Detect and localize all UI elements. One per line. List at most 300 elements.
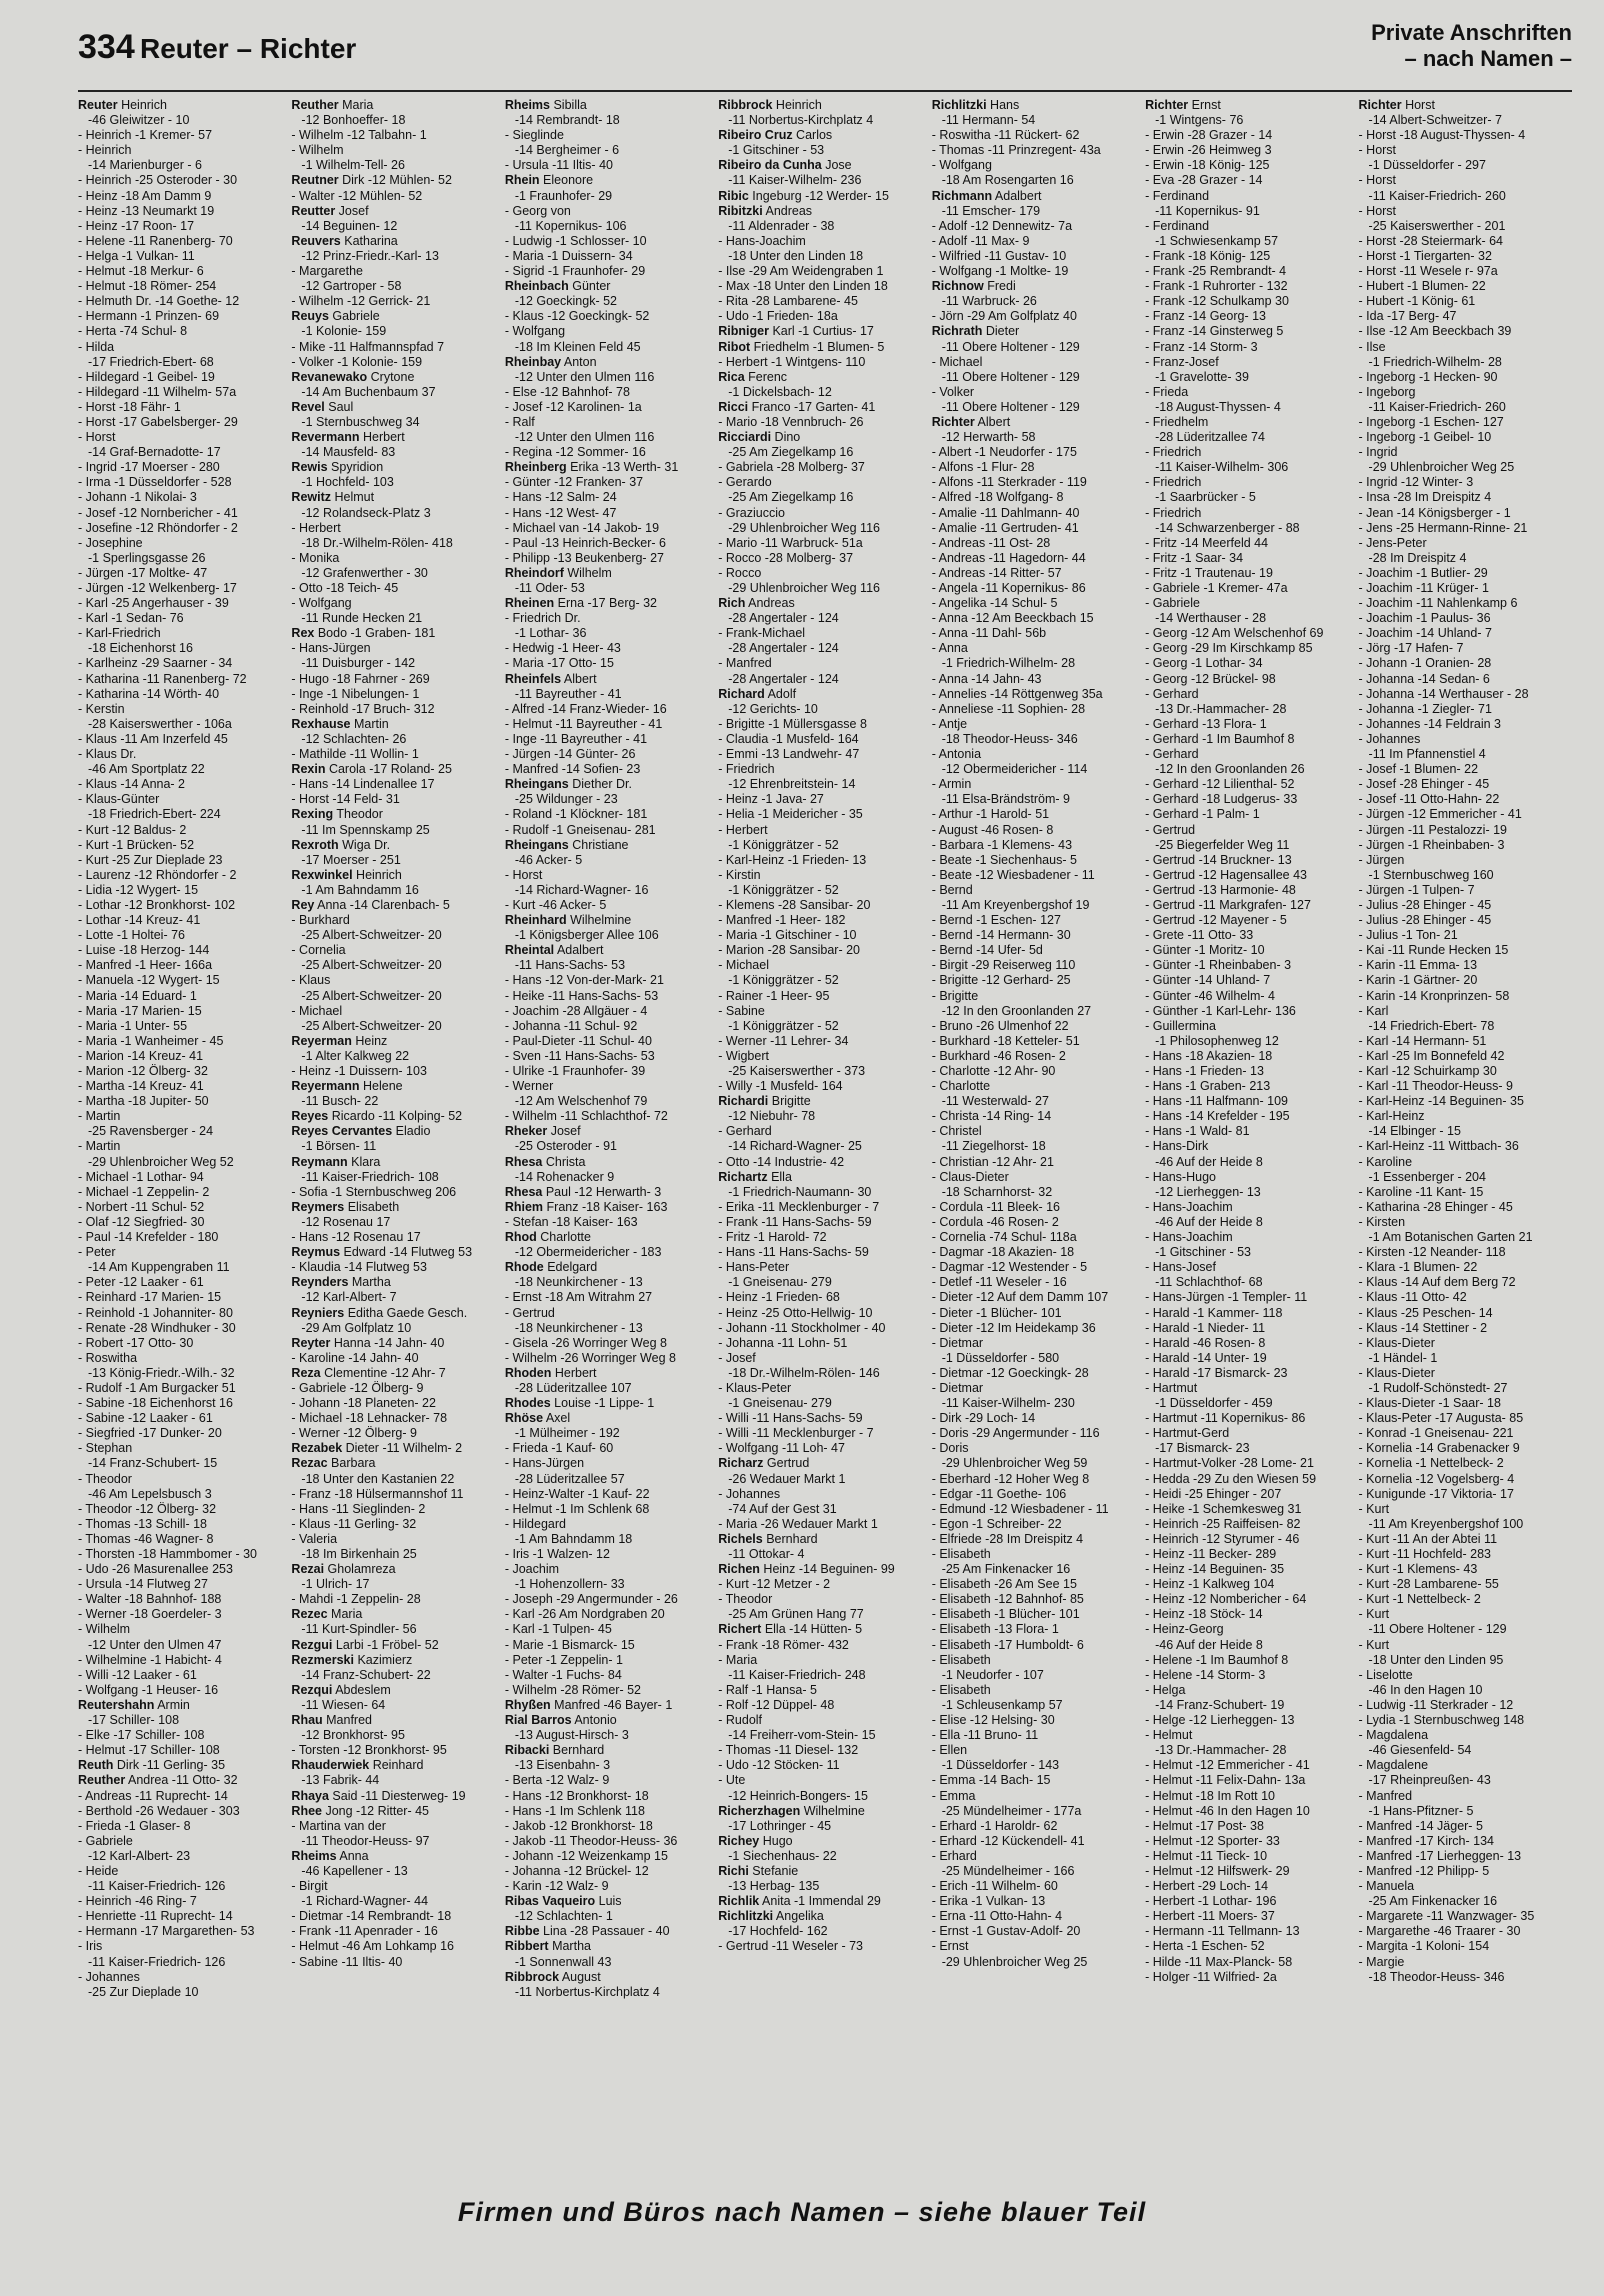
listing-entry	[291, 204, 502, 219]
listing-entry	[1359, 958, 1570, 973]
entry-text: - Erwin -26 Heimweg 3	[1145, 143, 1272, 158]
entry-text: - Josef -12 Karolinen- 1a	[504, 399, 642, 414]
listing-entry	[718, 1215, 929, 1230]
entry-text: - Helmut -12 Emmericher - 41	[1145, 1758, 1310, 1773]
listing-entry	[78, 445, 289, 460]
entry-text: -14 Werthauser - 28	[1155, 611, 1267, 626]
entry-text: -14 Elbinger - 15	[1368, 1124, 1461, 1139]
entry-text: - Eva -28 Grazer - 14	[1145, 173, 1263, 188]
listing-entry	[1359, 973, 1570, 988]
listing-entry	[505, 1547, 716, 1562]
entry-text: - Jürgen -1 Rheinbaben- 3	[1358, 837, 1505, 852]
listing-entry	[1359, 324, 1570, 339]
entry-text: - Erhard -12 Kückendell- 41	[931, 1833, 1085, 1848]
listing-entry	[932, 204, 1143, 219]
listing-entry	[291, 687, 502, 702]
listing-entry	[291, 340, 502, 355]
listing-entry	[1145, 490, 1356, 505]
listing-entry	[718, 913, 929, 928]
listing-entry	[932, 1321, 1143, 1336]
entry-text: - Josefine -12 Rhöndorfer - 2	[78, 520, 238, 535]
entry-text: - Gerhard	[718, 1124, 772, 1139]
entry-text: - Ingeborg -1 Eschen- 127	[1358, 414, 1504, 429]
entry-text: -25 Osteroder - 91	[514, 1139, 617, 1154]
listing-entry	[1359, 430, 1570, 445]
entry-surname: Revel	[291, 399, 325, 414]
entry-text: -14 Freiherr-vom-Stein- 15	[728, 1728, 876, 1743]
entry-text: - Wolfgang	[291, 596, 352, 611]
listing-entry	[505, 1426, 716, 1441]
entry-text: - Heinz -18 Am Damm 9	[78, 188, 212, 203]
entry-text: - Michael	[718, 958, 769, 973]
entry-text: - Ernst -18 Am Witrahm 27	[504, 1290, 653, 1305]
listing-entry	[1145, 1139, 1356, 1154]
listing-entry	[1145, 128, 1356, 143]
entry-text: - Horst -18 August-Thyssen- 4	[1358, 128, 1526, 143]
entry-text: - Christa -14 Ring- 14	[931, 1109, 1052, 1124]
entry-text: - Georg -29 Im Kirschkamp 85	[1145, 641, 1313, 656]
entry-text: -12 Unter den Ulmen 47	[88, 1637, 222, 1652]
entry-text: - Ludwig -11 Sterkrader - 12	[1358, 1697, 1514, 1712]
listing-entry	[932, 566, 1143, 581]
listing-entry	[1359, 943, 1570, 958]
listing-entry	[1145, 853, 1356, 868]
entry-surname: Reutter	[291, 203, 336, 218]
entry-text: -1 Sonnenwall 43	[514, 1954, 612, 1969]
entry-text: - Alfons -11 Sterkrader - 119	[931, 475, 1087, 490]
entry-text: - Kai -11 Runde Hecken 15	[1358, 943, 1509, 958]
entry-text: Anna	[336, 1848, 369, 1863]
listing-entry	[505, 1849, 716, 1864]
entry-text: - Harald -1 Kammer- 118	[1145, 1305, 1283, 1320]
listing-entry	[1145, 1124, 1356, 1139]
entry-text: Heinrich	[117, 98, 167, 112]
listing-entry	[932, 400, 1143, 415]
entry-text: -12 In den Groonlanden 27	[941, 1003, 1092, 1018]
entry-text: - Gabriele	[1145, 596, 1200, 611]
entry-text: - Theodor -12 Ölberg- 32	[78, 1501, 217, 1516]
entry-text: - Inge -1 Nibelungen- 1	[291, 686, 420, 701]
entry-text: - Joachim	[504, 1562, 560, 1577]
listing-entry	[932, 1381, 1143, 1396]
entry-text: Saul	[324, 399, 354, 414]
entry-text: -11 Kaiser-Friedrich- 126	[88, 1954, 226, 1969]
entry-text: - Jürgen -11 Pestalozzi- 19	[1358, 822, 1507, 837]
listing-entry	[718, 1094, 929, 1109]
listing-entry	[505, 1804, 716, 1819]
entry-surname: Ribacki	[504, 1743, 550, 1758]
entry-text: - Manfred -14 Jäger- 5	[1358, 1818, 1483, 1833]
listing-entry	[291, 989, 502, 1004]
listing-entry	[291, 898, 502, 913]
entry-text: - Heinrich -25 Raiffeisen- 82	[1145, 1516, 1301, 1531]
entry-text: - Heinz-Georg	[1145, 1622, 1224, 1637]
entry-text: - Werner -12 Ölberg- 9	[291, 1426, 417, 1441]
entry-surname: Rial Barros	[504, 1713, 572, 1728]
listing-entry	[505, 445, 716, 460]
entry-text: Friedhelm -1 Blumen- 5	[750, 339, 885, 354]
entry-text: - Sabine -18 Eichenhorst 16	[78, 1396, 233, 1411]
listing-entry	[1359, 1306, 1570, 1321]
entry-text: - Friedrich	[718, 762, 775, 777]
entry-text: - Jürgen -14 Günter- 26	[504, 747, 636, 762]
entry-text: - Kurt -11 Hochfeld- 283	[1358, 1547, 1492, 1561]
listing-entry	[718, 1939, 929, 1954]
entry-text: - Reinhold -1 Johanniter- 80	[78, 1305, 233, 1320]
entry-text: - Joachim -1 Butlier- 29	[1358, 565, 1488, 580]
entry-text: - Iris -1 Walzen- 12	[504, 1547, 610, 1561]
entry-text: - Marion -12 Ölberg- 32	[78, 1064, 208, 1078]
listing-entry	[78, 596, 289, 611]
entry-surname: Ribeiro da Cunha	[718, 158, 822, 173]
entry-text: - Elisabeth -1 Blücher- 101	[931, 1607, 1080, 1622]
entry-text: - Amalie -11 Gertruden- 41	[931, 520, 1079, 535]
listing-entry	[718, 1849, 929, 1864]
entry-text: - Elisabeth	[931, 1547, 991, 1561]
listing-entry	[1145, 913, 1356, 928]
entry-text: - Herbert -1 Wintgens- 110	[718, 354, 866, 369]
entry-surname: Richardi	[718, 1094, 769, 1109]
entry-text: -11 Im Pfannenstiel 4	[1368, 747, 1486, 762]
listing-entry	[291, 1879, 502, 1894]
entry-text: - Horst	[1358, 173, 1397, 188]
entry-text: - Herbert	[291, 520, 341, 535]
listing-entry	[78, 1351, 289, 1366]
entry-text: -25 Mündelheimer - 177a	[941, 1803, 1082, 1818]
entry-text: Carola -17 Roland- 25	[325, 762, 452, 777]
listing-entry	[932, 1487, 1143, 1502]
listing-entry	[291, 1351, 502, 1366]
listing-entry	[291, 264, 502, 279]
listing-entry	[718, 279, 929, 294]
listing-entry	[291, 521, 502, 536]
listing-entry	[291, 1049, 502, 1064]
entry-text: - Maria -26 Wedauer Markt 1	[718, 1516, 878, 1531]
listing-entry	[505, 1109, 716, 1124]
entry-text: Larbi -1 Fröbel- 52	[332, 1637, 439, 1652]
entry-text: - Doris	[931, 1441, 969, 1456]
entry-text: - Kirstin	[718, 867, 761, 882]
entry-text: Adolf	[764, 686, 797, 701]
entry-text: - Harald -46 Rosen- 8	[1145, 1335, 1266, 1350]
listing-entry	[291, 1758, 502, 1773]
listing-entry	[1145, 1804, 1356, 1819]
entry-text: - Kurt -1 Brücken- 52	[78, 837, 195, 852]
entry-text: -12 Prinz-Friedr.-Karl- 13	[301, 248, 439, 263]
entry-text: - Egon -1 Schreiber- 22	[931, 1516, 1062, 1531]
listing-entry	[78, 656, 289, 671]
entry-text: - Peter -12 Laaker - 61	[78, 1275, 204, 1290]
listing-entry	[932, 1275, 1143, 1290]
entry-text: Hugo	[759, 1833, 793, 1848]
listing-entry	[291, 1698, 502, 1713]
entry-text: - Herbert -11 Moers- 37	[1145, 1909, 1275, 1924]
listing-entry	[1145, 1109, 1356, 1124]
listing-entry	[1359, 279, 1570, 294]
listing-entry	[78, 1124, 289, 1139]
listing-entry	[78, 1909, 289, 1924]
listing-entry	[291, 249, 502, 264]
listing-entry	[718, 189, 929, 204]
entry-text: - Willi -11 Hans-Sachs- 59	[718, 1411, 863, 1426]
entry-text: - Rocco -28 Molberg- 37	[718, 550, 854, 565]
entry-surname: Rhyßen	[504, 1697, 551, 1712]
entry-text: - Roland -1 Klöckner- 181	[504, 807, 648, 822]
page-footer: Firmen und Büros nach Namen – siehe blauer Teil	[457, 2197, 1147, 2227]
entry-text: - Sabine -11 Iltis- 40	[291, 1954, 403, 1969]
listing-entry	[78, 158, 289, 173]
entry-text: - Magdalena	[1358, 1728, 1429, 1743]
entry-text: -28 Lüderitzallee 57	[514, 1471, 625, 1486]
listing-entry	[78, 1728, 289, 1743]
entry-text: - Hans-Joachim	[1145, 1230, 1233, 1245]
listing-entry	[1145, 506, 1356, 521]
entry-text: -1 Königgrätzer - 52	[728, 837, 839, 852]
listing-entry	[718, 702, 929, 717]
listing-entry	[1145, 777, 1356, 792]
entry-text: - Heinrich	[78, 143, 132, 158]
entry-text: - Gerardo	[718, 475, 772, 490]
entry-text: - Kornelia -12 Vogelsberg- 4	[1358, 1471, 1515, 1486]
listing-entry	[1359, 1321, 1570, 1336]
entry-text: - Kurt	[1358, 1637, 1390, 1652]
entry-surname: Rhodes	[504, 1396, 551, 1411]
listing-entry	[1359, 1155, 1570, 1170]
listing-entry	[505, 1321, 716, 1336]
entry-text: - Elise -12 Helsing- 30	[931, 1713, 1055, 1728]
listing-entry	[505, 430, 716, 445]
entry-text: - Karl-Heinz -14 Beguinen- 35	[1358, 1094, 1524, 1109]
entry-text: Adalbert	[992, 188, 1042, 203]
entry-text: -11 Ziegelhorst- 18	[941, 1139, 1046, 1154]
entry-text: -25 Am Finkenacker 16	[941, 1562, 1071, 1577]
listing-entry	[1145, 1079, 1356, 1094]
listing-entry	[1145, 204, 1356, 219]
entry-text: - Werner	[504, 1079, 554, 1094]
listing-entry	[932, 823, 1143, 838]
entry-text: Clementine -12 Ahr- 7	[320, 1365, 446, 1380]
listing-entry	[932, 838, 1143, 853]
entry-text: - Manfred -12 Philipp- 5	[1358, 1863, 1490, 1878]
entry-text: - Ferdinand	[1145, 188, 1210, 203]
listing-entry	[1145, 1441, 1356, 1456]
entry-text: - Ferdinand	[1145, 218, 1210, 233]
entry-text: - Gertrud -13 Harmonie- 48	[1145, 882, 1296, 897]
entry-text: - Burkhard	[291, 913, 350, 928]
entry-text: - Norbert -11 Schul- 52	[78, 1199, 205, 1214]
entry-text: - Horst -17 Gabelsberger- 29	[78, 414, 238, 429]
listing-entry	[718, 1064, 929, 1079]
entry-text: - Maria -1 Gitschiner - 10	[718, 928, 857, 943]
listing-entry	[78, 128, 289, 143]
entry-text: - Horst	[1358, 203, 1397, 218]
entry-surname: Ribot	[718, 339, 751, 354]
listing-entry	[1145, 868, 1356, 883]
listing-entry	[1145, 1698, 1356, 1713]
listing-entry	[291, 1819, 502, 1834]
entry-text: - Rainer -1 Heer- 95	[718, 988, 830, 1003]
listing-entry	[1359, 823, 1570, 838]
entry-surname: Richnow	[931, 279, 984, 294]
listing-entry	[1359, 1351, 1570, 1366]
listing-entry	[1145, 1532, 1356, 1547]
entry-surname: Ricciardi	[718, 430, 772, 445]
entry-text: - Wilhelm -12 Talbahn- 1	[291, 128, 427, 143]
entry-text: Said -11 Diesterweg- 19	[328, 1788, 466, 1803]
listing-entry	[78, 732, 289, 747]
entry-text: - Helmut -18 Römer- 254	[78, 279, 217, 294]
entry-text: - Rocco	[718, 565, 762, 580]
entry-text: - Joachim -28 Allgäuer - 4	[504, 1003, 648, 1018]
entry-text: - Karl -25 Im Bonnefeld 42	[1358, 1048, 1505, 1063]
listing-entry	[78, 566, 289, 581]
listing-entry	[505, 626, 716, 641]
entry-text: - Hans-Joachim	[1145, 1199, 1233, 1214]
entry-text: - Martha -18 Jupiter- 50	[78, 1094, 209, 1109]
listing-entry	[505, 1909, 716, 1924]
entry-text: - Horst	[1358, 143, 1397, 158]
entry-text: - Edmund -12 Wiesbadener - 11	[931, 1501, 1109, 1516]
entry-text: Ferenc	[744, 369, 788, 384]
listing-entry	[1359, 687, 1570, 702]
listing-entry	[291, 430, 502, 445]
entry-text: - Udo -12 Stöcken- 11	[718, 1758, 840, 1773]
listing-entry	[932, 1185, 1143, 1200]
listing-entry	[932, 1064, 1143, 1079]
entry-text: - Hans -11 Halfmann- 109	[1145, 1094, 1288, 1109]
entry-text: - Katharina -14 Wörth- 40	[78, 686, 220, 701]
entry-text: Maria	[338, 98, 374, 112]
entry-text: -12 Herwarth- 58	[941, 430, 1036, 445]
listing-entry	[291, 762, 502, 777]
listing-entry	[505, 1456, 716, 1471]
entry-text: - Erna -11 Otto-Hahn- 4	[931, 1909, 1063, 1924]
listing-entry	[505, 1139, 716, 1154]
entry-text: - Antje	[931, 716, 968, 731]
listing-entry	[291, 1004, 502, 1019]
listing-entry	[291, 656, 502, 671]
listing-entry	[291, 1245, 502, 1260]
listing-entry	[505, 1789, 716, 1804]
entry-text: - Karl -1 Tulpen- 45	[504, 1622, 612, 1637]
entry-text: - Marie -1 Bismarck- 15	[504, 1637, 635, 1652]
listing-entry	[932, 1139, 1143, 1154]
listing-entry	[1359, 445, 1570, 460]
listing-entry	[1145, 838, 1356, 853]
listing-entry	[1359, 747, 1570, 762]
entry-text: - Friedrich Dr.	[504, 611, 581, 626]
entry-text: -14 Marienburger - 6	[88, 158, 202, 173]
listing-entry	[1359, 1200, 1570, 1215]
entry-text: -17 Rheinpreußen- 43	[1368, 1773, 1491, 1788]
entry-text: -11 Obere Holtener - 129	[941, 399, 1080, 414]
entry-surname: Rezai	[291, 1562, 325, 1577]
listing-entry	[718, 596, 929, 611]
listing-entry	[505, 1894, 716, 1909]
entry-text: - Gerhard	[1145, 747, 1199, 762]
listing-entry	[932, 641, 1143, 656]
listing-entry	[78, 687, 289, 702]
listing-entry	[78, 1456, 289, 1471]
entry-text: -18 Scharnhorst- 32	[941, 1184, 1053, 1199]
listing-entry	[78, 1049, 289, 1064]
listing-entry	[1359, 400, 1570, 415]
entry-surname: Richard	[718, 686, 765, 701]
listing-entry	[505, 853, 716, 868]
listing-entry	[291, 1577, 502, 1592]
listing-entry	[505, 1155, 716, 1170]
entry-text: - Jakob -11 Theodor-Heuss- 36	[504, 1833, 678, 1848]
listing-entry	[932, 294, 1143, 309]
listing-entry	[932, 1894, 1143, 1909]
entry-text: -18 Unter den Kastanien 22	[301, 1471, 455, 1486]
listing-entry	[932, 807, 1143, 822]
listing-entry	[932, 1049, 1143, 1064]
listing-entry	[1145, 1924, 1356, 1939]
entry-text: - Franz-Josef	[1145, 354, 1219, 369]
listing-entry	[1359, 1864, 1570, 1879]
entry-text: - Gertrud -11 Weseler - 73	[718, 1939, 863, 1954]
listing-entry	[78, 1034, 289, 1049]
entry-surname: Reuys	[291, 309, 329, 324]
entry-text: - Else -12 Bahnhof- 78	[504, 384, 630, 399]
entry-text: -1 Hochfeld- 103	[301, 475, 394, 490]
listing-entry	[1359, 1049, 1570, 1064]
entry-text: Bernhard	[762, 1531, 818, 1546]
listing-entry	[291, 98, 502, 113]
listing-entry	[718, 1366, 929, 1381]
listing-entry	[78, 989, 289, 1004]
listing-entry	[78, 1668, 289, 1683]
listing-entry	[1359, 717, 1570, 732]
entry-text: - Helmut -18 Im Rott 10	[1145, 1788, 1276, 1803]
entry-surname: Richels	[718, 1531, 763, 1546]
entry-text: -11 Obere Holtener - 129	[1368, 1622, 1507, 1637]
entry-surname: Rewitz	[291, 490, 332, 505]
listing-entry	[932, 1939, 1143, 1954]
entry-text: - Horst	[504, 867, 543, 882]
listing-entry	[291, 838, 502, 853]
listing-entry	[932, 536, 1143, 551]
listing-entry	[291, 173, 502, 188]
entry-text: - Martin	[78, 1109, 121, 1124]
entry-text: -1 Ulrich- 17	[301, 1577, 370, 1592]
entry-text: - Johanna -14 Sedan- 6	[1358, 671, 1490, 686]
entry-text: -1 Wilhelm-Tell- 26	[301, 158, 405, 173]
entry-text: - Kurt -12 Metzer - 2	[718, 1577, 831, 1592]
entry-text: - Erhard -1 Haroldr- 62	[931, 1818, 1058, 1833]
entry-text: - Klaus -14 Stettiner - 2	[1358, 1320, 1488, 1335]
listing-entry	[505, 807, 716, 822]
entry-text: - Franz -14 Ginsterweg 5	[1145, 324, 1284, 339]
listing-entry	[1359, 536, 1570, 551]
entry-text: - Hedwig -1 Heer- 43	[504, 641, 621, 656]
listing-entry	[718, 415, 929, 430]
listing-entry	[1359, 1064, 1570, 1079]
entry-text: -18 Neunkirchener - 13	[514, 1275, 643, 1290]
listing-entry	[78, 1079, 289, 1094]
entry-text: - Günther -1 Karl-Lehr- 136	[1145, 1003, 1296, 1018]
entry-surname: Reymann	[291, 1154, 348, 1169]
entry-text: - Antonia	[931, 747, 982, 762]
entry-text: - Günter -14 Uhland- 7	[1145, 973, 1271, 988]
listing-entry	[718, 1185, 929, 1200]
listing-entry	[1145, 1019, 1356, 1034]
listing-entry	[505, 1622, 716, 1637]
listing-entry	[1359, 1924, 1570, 1939]
entry-text: - Kurt -1 Nettelbeck- 2	[1358, 1592, 1481, 1607]
listing-entry	[718, 219, 929, 234]
